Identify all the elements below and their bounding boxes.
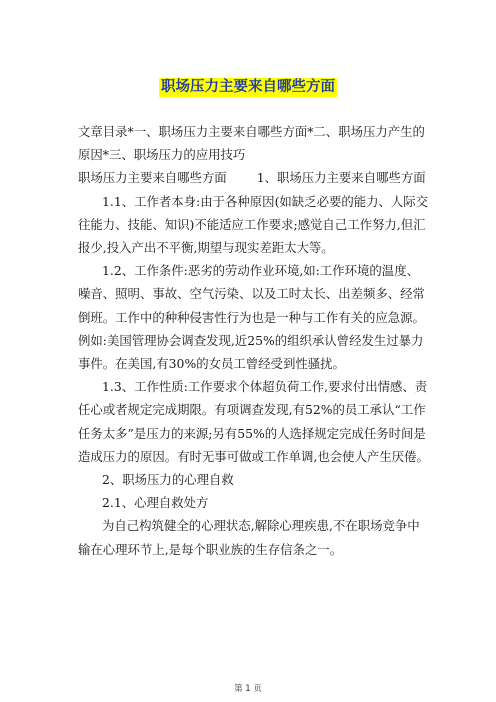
page-footer: 第 1 页 (234, 684, 262, 694)
heading-2-1: 2.1、心理自救处方 (102, 495, 209, 511)
heading-2: 2、职场压力的心理自救 (102, 472, 234, 488)
section-heading-left: 职场压力主要来自哪些方面 (78, 170, 227, 186)
paragraph-1-1: 1.1、工作者本身:由于各种原因(如缺乏必要的能力、人际交往能力、技能、知识)不能适应工作要求;感觉自己工作努力,但汇报少,投入产出不平衡,期望与现实差距太大等。 (78, 193, 429, 256)
section-heading (78, 166, 430, 189)
table-of-contents: 文章目录*一、职场压力主要来自哪些方面*二、职场压力产生的原因*三、职场压力的应用技巧 (78, 124, 425, 163)
paragraph-1-3: 1.3、工作性质:工作要求个体超负荷工作,要求付出情感、责任心或者规定完成期限。有项调查发现,有52%的员工承认“工作任务太多”是压力的来源;另有55%的人选择规定完成任务时间是造成压力的原因。有时无事可做或工作单调,也会使人产生厌倦。 (78, 379, 429, 464)
paragraph-1-2: 1.2、工作条件:恶劣的劳动作业环境,如:工作环境的温度、噪音、照明、事故、空气污染、以及工时太长、出差频多、经常倒班。工作中的种种侵害性行为也是一种与工作有关的应急源。例如:美国管理协会调查发现,近25%的组织承认曾经发生过暴力事件。在美国,有30%的女员工曾经受到性骚扰。 (78, 263, 425, 372)
document-body (78, 120, 430, 561)
title-wrap (0, 76, 496, 97)
paragraph-2-1: 为自己构筑健全的心理状态,解除心理疾患,不在职场竞争中输在心理环节上,是每个职业族的生存信条之一。 (78, 518, 420, 557)
page-title: 职场压力主要来自哪些方面 (161, 79, 335, 95)
section-heading-right: 1、职场压力主要来自哪些方面 (256, 170, 426, 186)
